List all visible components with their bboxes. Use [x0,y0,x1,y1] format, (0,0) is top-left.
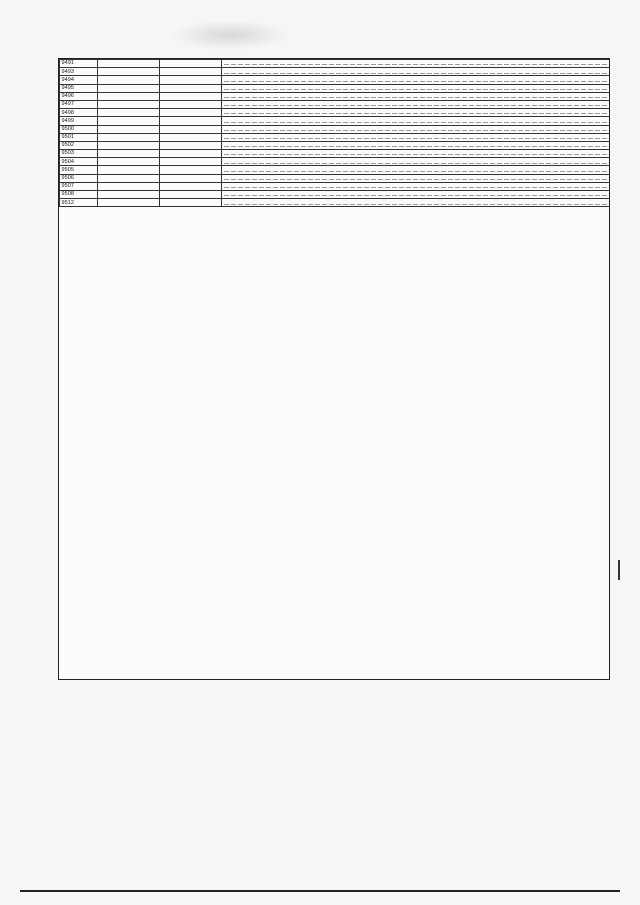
table-row [60,84,610,92]
illegible-address-text [224,81,608,82]
table-row [60,174,610,182]
table-row [60,150,610,158]
illegible-address-text [224,122,608,123]
address-cell [222,182,610,190]
cadastral-cell-a [98,199,160,207]
illegible-address-text [224,89,608,90]
row-number: 9494 [60,76,98,84]
cadastral-cell-b [160,166,222,174]
illegible-address-text [224,138,608,139]
cadastral-cell-a [98,182,160,190]
cadastral-cell-b [160,68,222,76]
illegible-address-text [224,130,608,131]
cadastral-cell-a [98,60,160,68]
cadastral-cell-a [98,150,160,158]
row-number: 9491 [60,60,98,68]
table-row [60,141,610,149]
address-cell [222,199,610,207]
address-cell [222,109,610,117]
cadastral-cell-b [160,76,222,84]
illegible-address-text [224,195,608,196]
cadastral-cell-a [98,166,160,174]
row-number: 9500 [60,125,98,133]
scan-smudge [170,20,290,50]
address-cell [222,100,610,108]
row-number: 9503 [60,150,98,158]
table-row [60,109,610,117]
cadastral-cell-b [160,60,222,68]
table-row [60,100,610,108]
cadastral-cell-a [98,68,160,76]
table-row [60,158,610,166]
illegible-address-text [224,146,608,147]
cadastral-cell-a [98,117,160,125]
registry-body [60,60,610,207]
address-cell [222,141,610,149]
registry-sheet [58,58,610,680]
registry-table [59,59,610,207]
illegible-address-text [224,105,608,106]
address-cell [222,68,610,76]
cadastral-cell-b [160,100,222,108]
cadastral-cell-b [160,109,222,117]
illegible-address-text [224,179,608,180]
table-row [60,191,610,199]
address-cell [222,166,610,174]
address-cell [222,191,610,199]
cadastral-cell-a [98,191,160,199]
cadastral-cell-b [160,141,222,149]
row-number: 9504 [60,158,98,166]
address-cell [222,60,610,68]
cadastral-cell-a [98,100,160,108]
illegible-address-text [224,73,608,74]
cadastral-cell-a [98,174,160,182]
row-number: 9499 [60,117,98,125]
row-number: 9505 [60,166,98,174]
illegible-address-text [224,64,608,65]
cadastral-cell-a [98,141,160,149]
row-number: 9507 [60,182,98,190]
cadastral-cell-a [98,92,160,100]
cadastral-cell-a [98,158,160,166]
cadastral-cell-b [160,199,222,207]
address-cell [222,125,610,133]
cadastral-cell-b [160,182,222,190]
row-number: 9497 [60,100,98,108]
table-row [60,68,610,76]
illegible-address-text [224,163,608,164]
cadastral-cell-b [160,92,222,100]
address-cell [222,133,610,141]
cadastral-cell-a [98,125,160,133]
cadastral-cell-b [160,174,222,182]
row-number: 9502 [60,141,98,149]
cadastral-cell-a [98,84,160,92]
cadastral-cell-a [98,133,160,141]
cadastral-cell-b [160,125,222,133]
address-cell [222,92,610,100]
margin-mark [618,560,620,580]
table-row [60,60,610,68]
address-cell [222,84,610,92]
address-cell [222,117,610,125]
table-row [60,117,610,125]
row-number: 9498 [60,109,98,117]
illegible-address-text [224,97,608,98]
bottom-rule [20,890,620,892]
row-number: 9496 [60,92,98,100]
cadastral-cell-b [160,158,222,166]
address-cell [222,150,610,158]
address-cell [222,76,610,84]
table-row [60,182,610,190]
illegible-address-text [224,187,608,188]
row-number: 9506 [60,174,98,182]
table-row [60,125,610,133]
cadastral-cell-a [98,76,160,84]
address-cell [222,174,610,182]
illegible-address-text [224,154,608,155]
illegible-address-text [224,204,608,205]
cadastral-cell-a [98,109,160,117]
cadastral-cell-b [160,84,222,92]
table-row [60,199,610,207]
illegible-address-text [224,113,608,114]
row-number: 9508 [60,191,98,199]
row-number: 9493 [60,68,98,76]
table-row [60,76,610,84]
table-row [60,166,610,174]
table-row [60,133,610,141]
row-number: 9495 [60,84,98,92]
cadastral-cell-b [160,191,222,199]
cadastral-cell-b [160,150,222,158]
table-row [60,92,610,100]
illegible-address-text [224,171,608,172]
address-cell [222,158,610,166]
row-number: 9501 [60,133,98,141]
row-number: 9512 [60,199,98,207]
cadastral-cell-b [160,133,222,141]
cadastral-cell-b [160,117,222,125]
